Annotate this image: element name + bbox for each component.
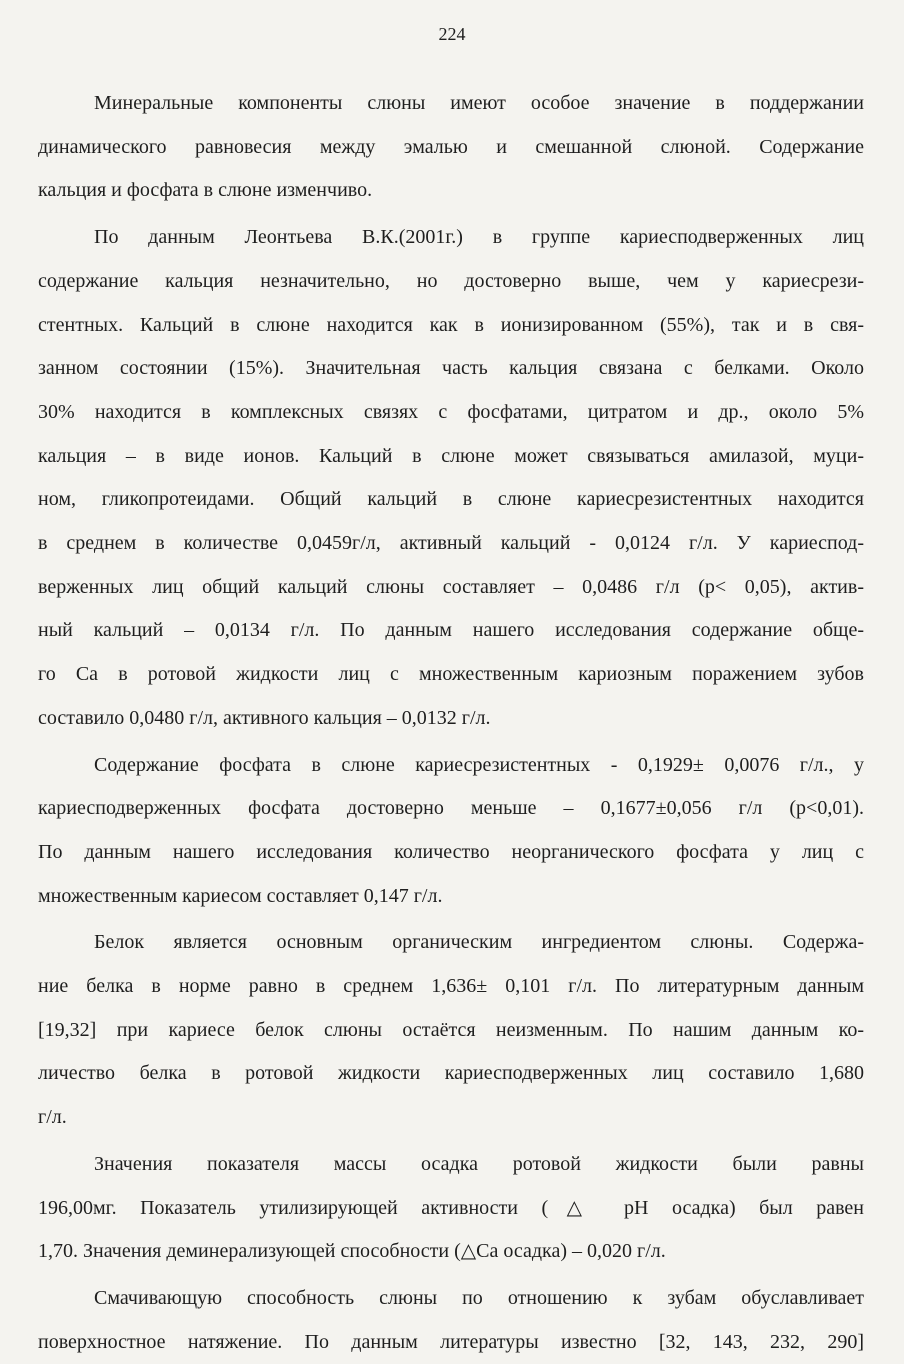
paragraph: [38, 82, 864, 213]
paragraph: [38, 921, 864, 1140]
paragraph: [38, 1143, 864, 1274]
text-line: составило 0,0480 г/л, активного кальция – 0,0132 г/л.: [38, 706, 491, 729]
text-line: го Са в ротовой жидкости лиц с множественным кариозным поражением зубов: [38, 663, 864, 686]
text-line: кальция и фосфата в слюне изменчиво.: [38, 179, 373, 202]
text-line: множественным кариесом составляет 0,147 г/л.: [38, 884, 443, 907]
text-line: ном, гликопротеидами. Общий кальций в слюне кариесрезистентных находится: [38, 488, 864, 511]
page-number: 224: [438, 24, 466, 44]
text-line: ный кальций – 0,0134 г/л. По данным нашего исследования содержание обще-: [38, 619, 864, 642]
paragraph: [38, 744, 864, 919]
text-line: Смачивающую способность слюны по отношению к зубам обуславливает: [94, 1286, 864, 1309]
text-line: Содержание фосфата в слюне кариесрезистентных - 0,1929± 0,0076 г/л., у: [94, 753, 864, 776]
paragraph: [38, 1277, 864, 1364]
text-line: верженных лиц общий кальций слюны составляет – 0,0486 г/л (р< 0,05), актив-: [38, 575, 864, 598]
text-line: Значения показателя массы осадка ротовой жидкости были равны: [94, 1152, 864, 1175]
text-line: По данным нашего исследования количество неорганического фосфата у лиц с: [38, 840, 864, 863]
body-text: [38, 82, 864, 1364]
text-line: в среднем в количестве 0,0459г/л, активный кальций - 0,0124 г/л. У кариеспод-: [38, 532, 864, 555]
text-line: Минеральные компоненты слюны имеют особое значение в поддержании: [94, 92, 864, 114]
text-line: динамического равновесия между эмалью и смешанной слюной. Содержание: [38, 135, 864, 158]
paragraph: [38, 216, 864, 740]
text-line: личество белка в ротовой жидкости кариесподверженных лиц составило 1,680: [38, 1062, 864, 1085]
text-line: кариесподверженных фосфата достоверно меньше – 0,1677±0,056 г/л (р<0,01).: [38, 797, 864, 820]
text-line: По данным Леонтьева В.К.(2001г.) в группе кариесподверженных лиц: [94, 226, 864, 249]
text-line: Белок является основным органическим ингредиентом слюны. Содержа-: [94, 931, 864, 954]
text-line: содержание кальция незначительно, но достоверно выше, чем у кариесрези-: [38, 269, 864, 292]
text-line: г/л.: [38, 1106, 67, 1129]
text-line: занном состоянии (15%). Значительная часть кальция связана с белками. Около: [38, 357, 864, 380]
text-line: кальция – в виде ионов. Кальций в слюне может связываться амилазой, муци-: [38, 444, 864, 467]
text-line: поверхностное натяжение. По данным литературы известно [32, 143, 232, 290]: [38, 1330, 864, 1353]
text-line: [19,32] при кариесе белок слюны остаётся неизменным. По нашим данным ко-: [38, 1018, 864, 1041]
text-line: 1,70. Значения деминерализующей способности (△Са осадка) – 0,020 г/л.: [38, 1240, 666, 1263]
text-line: 196,00мг. Показатель утилизирующей активности (△ pH осадка) был равен: [38, 1196, 864, 1219]
text-line: ние белка в норме равно в среднем 1,636± 0,101 г/л. По литературным данным: [38, 975, 864, 998]
text-line: стентных. Кальций в слюне находится как в ионизированном (55%), так и в свя-: [38, 313, 864, 336]
text-line: 30% находится в комплексных связях с фосфатами, цитратом и др., около 5%: [38, 400, 864, 423]
